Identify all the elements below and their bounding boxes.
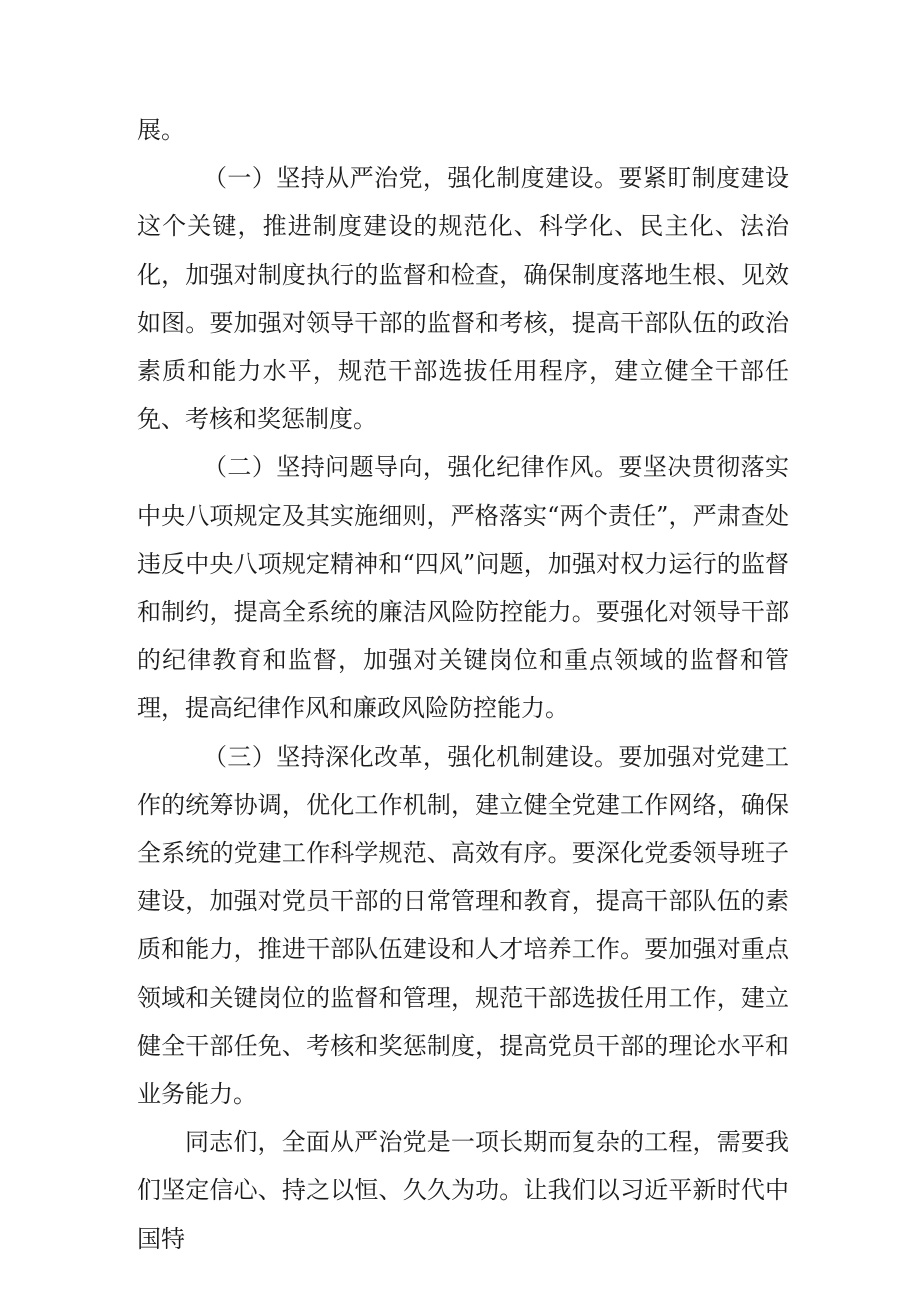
paragraph-continuation: 展。	[137, 116, 185, 144]
paragraph-section-3: （三）坚持深化改革，强化机制建设。要加强对党建工作的统筹协调，优化工作机制，建立健全党建工作网络，确保全系统的党建工作科学规范、高效有序。要深化党委领导班子建设，加强对党员干部的日常管理和教育，提高干部队伍的素质和能力，推进干部队伍建设和人才培养工作。要加强对重点领域和关键岗位的监督和管理，规范干部选拔任用工作，建立健全干部任免、考核和奖惩制度，提高党员干部的理论水平和业务能力。	[137, 742, 789, 1109]
paragraph-section-1: （一）坚持从严治党，强化制度建设。要紧盯制度建设这个关键，推进制度建设的规范化、科学化、民主化、法治化，加强对制度执行的监督和检查，确保制度落地生根、见效如图。要加强对领导干部的监督和考核，提高干部队伍的政治素质和能力水平，规范干部选拔任用程序，建立健全干部任免、考核和奖惩制度。	[137, 164, 789, 434]
paragraph-section-2: （二）坚持问题导向，强化纪律作风。要坚决贯彻落实中央八项规定及其实施细则，严格落实“两个责任”，严肃查处违反中央八项规定精神和“四风”问题，加强对权力运行的监督和制约，提高全系统的廉洁风险防控能力。要强化对领导干部的纪律教育和监督，加强对关键岗位和重点领域的监督和管理，提高纪律作风和廉政风险防控能力。	[137, 453, 789, 723]
paragraph-closing: 同志们，全面从严治党是一项长期而复杂的工程，需要我们坚定信心、持之以恒、久久为功。让我们以习近平新时代中国特	[137, 1128, 789, 1253]
document-body	[137, 106, 789, 1263]
